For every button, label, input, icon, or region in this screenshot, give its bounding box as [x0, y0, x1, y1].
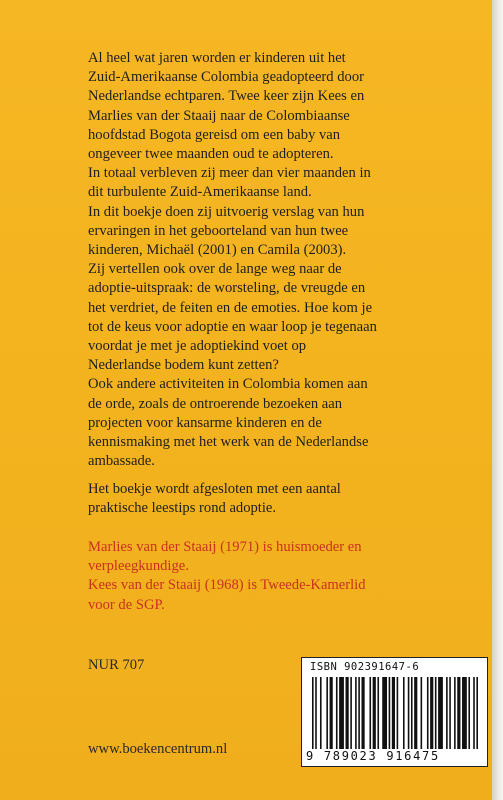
- barcode-bar: [350, 677, 352, 749]
- blurb-line: ambassade.: [88, 453, 155, 470]
- barcode-bar: [476, 677, 478, 749]
- blurb-line: hoofdstad Bogota gereisd om een baby van: [88, 126, 341, 143]
- blurb-line: voordat je met je adoptiekind voet op: [88, 338, 307, 355]
- blurb-line: de orde, zoals de ontroerende bezoeken aan: [88, 395, 343, 412]
- barcode-bar: [430, 677, 433, 749]
- barcode-bar: [315, 677, 317, 749]
- barcode-bar: [468, 677, 470, 749]
- barcode-bar: [408, 677, 410, 749]
- page-edge: [492, 0, 503, 800]
- barcode-bar: [435, 677, 437, 749]
- barcode-bar: [361, 677, 364, 749]
- barcode-bar: [457, 677, 460, 749]
- author-line: Marlies van der Staaij (1971) is huismoeder en: [88, 539, 362, 555]
- blurb-line: Zij vertellen ook over de lange weg naar de: [88, 261, 342, 278]
- blurb-line: ervaringen in het geboorteland van hun twee: [88, 222, 349, 239]
- blurb-line: Marlies van der Staaij naar de Colombiaanse: [88, 107, 350, 124]
- closing-line: Het boekje wordt afgesloten met een aantal: [88, 481, 341, 497]
- blurb-line: kinderen, Michaël (2001) en Camila (2003).: [88, 242, 347, 259]
- blurb-line: projecten voor kansarme kinderen en de: [88, 414, 322, 431]
- barcode-bar: [326, 677, 328, 749]
- barcode-bar: [339, 677, 344, 749]
- barcode-bar: [397, 677, 399, 749]
- barcode-bar: [369, 677, 371, 749]
- blurb-line: Zuid-Amerikaanse Colombia geadopteerd door: [88, 69, 364, 86]
- closing-line: praktische leestips rond adoptie.: [88, 500, 277, 517]
- blurb-line: In totaal verbleven zij meer dan vier maanden in: [88, 165, 371, 182]
- barcode-bar: [438, 677, 443, 749]
- author-line: verpleegkundige.: [88, 558, 189, 575]
- barcode-bars-icon: [312, 677, 478, 749]
- barcode-bar: [462, 677, 467, 749]
- barcode-bar: [312, 677, 314, 749]
- barcode-bar: [346, 677, 349, 749]
- barcode: [301, 657, 488, 767]
- barcode-bar: [358, 677, 360, 749]
- author-line: voor de SGP.: [88, 596, 165, 613]
- blurb-line: adoptie-uitspraak: de worsteling, de vreugde en: [88, 280, 366, 297]
- barcode-bar: [392, 677, 395, 749]
- closing-text: [88, 480, 483, 518]
- blurb-line: Nederlandse echtparen. Twee keer zijn Kees en: [88, 88, 365, 105]
- barcode-bar: [411, 677, 413, 749]
- blurb-text: [88, 49, 483, 471]
- barcode-bar: [427, 677, 429, 749]
- blurb-line: Ook andere activiteiten in Colombia komen aan: [88, 376, 368, 393]
- blurb-line: Nederlandse bodem kunt zetten?: [88, 357, 279, 374]
- barcode-bar: [421, 677, 423, 749]
- barcode-bar: [377, 677, 379, 749]
- barcode-bar: [403, 677, 405, 749]
- blurb-line: ongeveer twee maanden oud te adopteren.: [88, 146, 334, 163]
- blurb-line: dit turbulente Zuid-Amerikaanse land.: [88, 184, 312, 201]
- blurb-line: het verdriet, de feiten en de emoties. Hoe kom je: [88, 299, 373, 316]
- ean-number: 9 789023 916475: [306, 749, 440, 763]
- blurb-line: kennismaking met het werk van de Nederlandse: [88, 434, 369, 451]
- barcode-bar: [473, 677, 475, 749]
- barcode-bar: [330, 677, 333, 749]
- barcode-bar: [449, 677, 451, 749]
- blurb-line: tot de keus voor adoptie en waar loop je tegenaan: [88, 318, 377, 335]
- nur-code: NUR 707: [88, 657, 145, 673]
- author-bio: [88, 538, 483, 615]
- barcode-bar: [414, 677, 417, 749]
- isbn-label: ISBN 902391647-6: [310, 661, 420, 673]
- barcode-bar: [382, 677, 387, 749]
- publisher-website: www.boekencentrum.nl: [88, 741, 228, 757]
- barcode-bar: [320, 677, 322, 749]
- barcode-bar: [446, 677, 448, 749]
- author-line: Kees van der Staaij (1968) is Tweede-Kamerlid: [88, 577, 366, 594]
- barcode-bar: [454, 677, 456, 749]
- blurb-line: In dit boekje doen zij uitvoerig verslag van hun: [88, 203, 365, 220]
- barcode-bar: [355, 677, 357, 749]
- blurb-line: Al heel wat jaren worden er kinderen uit het: [88, 50, 346, 66]
- barcode-bar: [336, 677, 338, 749]
- barcode-bar: [373, 677, 376, 749]
- barcode-bar: [389, 677, 391, 749]
